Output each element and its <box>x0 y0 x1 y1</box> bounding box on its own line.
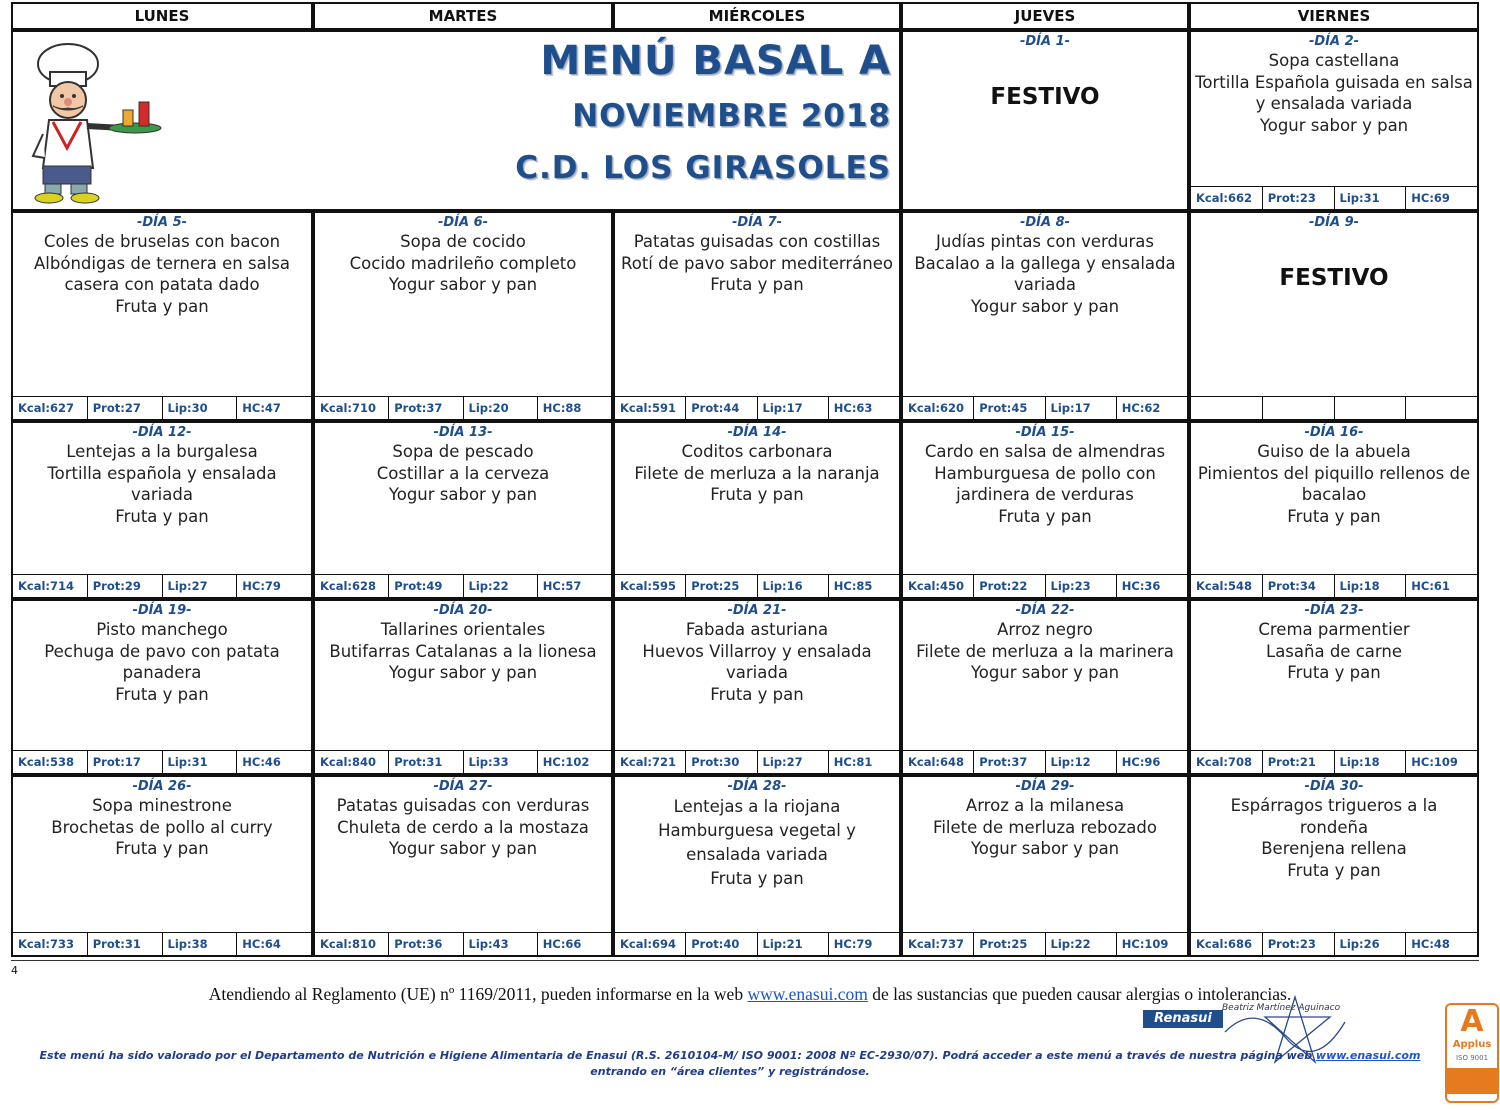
dish-second: Hamburguesa de pollo con jardinera de verduras <box>934 463 1156 504</box>
dish-second: Tortilla española y ensalada variada <box>47 463 277 504</box>
day-label: -DÍA 1- <box>1019 34 1071 49</box>
lip-value: Lip:12 <box>1046 751 1117 773</box>
hc-value: HC:46 <box>242 755 281 769</box>
dish-dessert: Yogur sabor y pan <box>1259 115 1409 135</box>
dish-first: Guiso de la abuela <box>1257 442 1411 461</box>
lip-value: Lip:17 <box>758 397 829 419</box>
dish-dessert: Yogur sabor y pan <box>388 663 538 682</box>
dish-second: Huevos Villarroy y ensalada variada <box>642 641 872 682</box>
dish-dessert: Fruta y pan <box>1287 506 1381 526</box>
nutrition-row <box>13 932 311 955</box>
lip-value: Lip:33 <box>464 751 538 773</box>
prot-value: Prot:30 <box>686 751 757 773</box>
day-cell-20 <box>313 599 613 775</box>
dish-second: Butifarras Catalanas a la lionesa <box>329 641 597 661</box>
dish-dessert: Fruta y pan <box>1287 663 1381 682</box>
prot-value: Prot:23 <box>1263 187 1335 209</box>
nutrition-row <box>1191 574 1477 597</box>
dish-second: Filete de merluza a la naranja <box>634 463 880 483</box>
hc-value: HC:79 <box>242 579 281 593</box>
day-cell-22 <box>901 599 1189 775</box>
dish-second: Hamburguesa vegetal y ensalada variada <box>658 821 856 864</box>
prot-value: Prot:29 <box>88 575 163 597</box>
hc-value: HC:63 <box>833 401 873 415</box>
lip-value: Lip:20 <box>464 397 538 419</box>
menu-month: NOVIEMBRE 2018 <box>572 98 891 134</box>
kcal-value: Kcal:733 <box>13 933 88 955</box>
dish-first: Pisto manchego <box>96 620 228 639</box>
day-cell-1 <box>901 30 1189 211</box>
day-cell-30 <box>1189 775 1479 957</box>
dish-first: Judías pintas con verduras <box>936 232 1154 251</box>
lip-value: Lip:16 <box>758 575 829 597</box>
signature-name: Beatriz Martínez Aguinaco <box>1222 1003 1341 1013</box>
nutrition-row <box>315 750 611 773</box>
page-number: 4 <box>11 964 18 977</box>
lip-value: Lip:17 <box>1046 397 1117 419</box>
dish-second: Filete de merluza a la marinera <box>916 641 1174 661</box>
day-label: -DÍA 12- <box>132 425 192 440</box>
festivo-label: FESTIVO <box>990 84 1100 110</box>
day-cell-16 <box>1189 421 1479 599</box>
kcal-value: Kcal:694 <box>615 933 686 955</box>
dish-second: Pechuga de pavo con patata panadera <box>44 641 280 682</box>
nutrition-row <box>13 396 311 419</box>
nutrition-row <box>1191 186 1477 209</box>
hc-value: HC:109 <box>1121 937 1169 951</box>
day-cell-29 <box>901 775 1189 957</box>
day-label: -DÍA 14- <box>727 425 787 440</box>
lip-value: Lip:31 <box>1335 187 1407 209</box>
lip-value: Lip:43 <box>464 933 538 955</box>
kcal-value: Kcal:627 <box>13 397 88 419</box>
nutrition-row <box>13 574 311 597</box>
lip-value: Lip:27 <box>163 575 238 597</box>
dish-first: Patatas guisadas con costillas <box>633 232 881 251</box>
dish-second: Albóndigas de ternera en salsa casera con patata dado <box>34 253 290 294</box>
day-cell-12 <box>11 421 313 599</box>
kcal-value: Kcal:648 <box>903 751 974 773</box>
nutrition-row-empty <box>1191 396 1477 419</box>
nutrition-row <box>315 932 611 955</box>
kcal-value: Kcal:737 <box>903 933 974 955</box>
kcal-value: Kcal:708 <box>1191 751 1263 773</box>
nutrition-row <box>615 574 899 597</box>
dish-second: Rotí de pavo sabor mediterráneo <box>621 253 893 273</box>
nutrition-row <box>903 750 1187 773</box>
prot-value: Prot:23 <box>1263 933 1335 955</box>
menu-center: C.D. LOS GIRASOLES <box>515 150 891 186</box>
lip-value: Lip:23 <box>1046 575 1117 597</box>
dish-second: Cocido madrileño completo <box>349 253 577 273</box>
day-label: -DÍA 9- <box>1308 215 1360 230</box>
divider <box>11 960 1479 961</box>
day-label: -DÍA 29- <box>1015 779 1075 794</box>
certification-badge <box>1445 1003 1499 1103</box>
lip-value: Lip:30 <box>163 397 238 419</box>
nutrition-row <box>903 396 1187 419</box>
nutrition-row <box>903 574 1187 597</box>
day-label: -DÍA 26- <box>132 779 192 794</box>
day-cell-9 <box>1189 211 1479 421</box>
day-label: -DÍA 30- <box>1304 779 1364 794</box>
prot-value: Prot:34 <box>1263 575 1335 597</box>
dish-first: Crema parmentier <box>1258 620 1410 639</box>
day-cell-8 <box>901 211 1189 421</box>
dish-first: Lentejas a la riojana <box>673 797 841 816</box>
dish-second: Berenjena rellena <box>1261 839 1407 858</box>
dish-first: Cardo en salsa de almendras <box>924 442 1166 461</box>
day-label: -DÍA 7- <box>731 215 783 230</box>
dish-dessert: Fruta y pan <box>710 485 804 504</box>
dish-dessert: Yogur sabor y pan <box>970 296 1120 316</box>
day-label: -DÍA 16- <box>1304 425 1364 440</box>
lip-value: Lip:21 <box>758 933 829 955</box>
kcal-value: Kcal:810 <box>315 933 389 955</box>
dish-second: Tortilla Española guisada en salsa y ensalada variada <box>1195 72 1473 113</box>
dish-dessert: Fruta y pan <box>115 506 209 526</box>
lip-value: Lip:27 <box>758 751 829 773</box>
kcal-value: Kcal:721 <box>615 751 686 773</box>
day-label: -DÍA 27- <box>433 779 493 794</box>
cert-applus-label: Applus <box>1452 1039 1492 1050</box>
enasui-logo: Renasui <box>1143 1010 1223 1028</box>
lip-value: Lip:31 <box>163 751 238 773</box>
chef-illustration <box>23 38 163 206</box>
day-cell-15 <box>901 421 1189 599</box>
dish-second: Chuleta de cerdo a la mostaza <box>337 817 589 837</box>
hc-value: HC:57 <box>542 579 582 593</box>
hc-value: HC:81 <box>833 755 873 769</box>
day-label: -DÍA 5- <box>136 215 188 230</box>
dish-dessert: Fruta y pan <box>710 275 804 294</box>
allergy-notice: Atendiendo al Reglamento (UE) nº 1169/2011, pueden informarse en la web www.enasui.com de las sustancias que pueden causar alergias o intolerancias. <box>208 984 1292 1004</box>
hc-value: HC:88 <box>542 401 582 415</box>
menu-title: MENÚ BASAL A <box>540 38 891 84</box>
dish-dessert: Yogur sabor y pan <box>970 663 1120 682</box>
prot-value: Prot:37 <box>974 751 1045 773</box>
nutrition-row <box>903 932 1187 955</box>
day-cell-27 <box>313 775 613 957</box>
kcal-value: Kcal:591 <box>615 397 686 419</box>
nutrition-row <box>315 396 611 419</box>
hc-value: HC:62 <box>1121 401 1161 415</box>
nutrition-row <box>1191 750 1477 773</box>
prot-value: Prot:31 <box>389 751 463 773</box>
day-cell-7 <box>613 211 901 421</box>
day-cell-19 <box>11 599 313 775</box>
day-label: -DÍA 8- <box>1019 215 1071 230</box>
nutrition-department-note: Este menú ha sido valorado por el Departamento de Nutrición e Higiene Alimentaria de Enasui (R.S. 2610104-M/ ISO 9001: 2008 Nº EC-2930/07). Podrá acceder a este menú a través de nuestra página web www.enasui.com entrando en “área clientes” y registrándose. <box>39 1049 1421 1078</box>
prot-value: Prot:25 <box>686 575 757 597</box>
day-cell-2 <box>1189 30 1479 211</box>
kcal-value: Kcal:710 <box>315 397 389 419</box>
day-label: -DÍA 22- <box>1015 603 1075 618</box>
nutrition-row <box>615 932 899 955</box>
dish-second: Lasaña de carne <box>1266 641 1402 661</box>
prot-value: Prot:31 <box>88 933 163 955</box>
dish-first: Coditos carbonara <box>681 442 833 461</box>
dish-dessert: Fruta y pan <box>1287 860 1381 880</box>
cert-stripe <box>1447 1068 1497 1094</box>
nutrition-row <box>315 574 611 597</box>
dish-second: Costillar a la cerveza <box>376 463 550 483</box>
enasui-link-2[interactable]: www.enasui.com <box>1315 1049 1421 1062</box>
dish-second: Pimientos del piquillo rellenos de bacalao <box>1197 463 1471 504</box>
lip-value: Lip:18 <box>1335 751 1407 773</box>
hc-value: HC:61 <box>1411 579 1450 593</box>
dish-first: Sopa castellana <box>1268 51 1400 70</box>
nutrition-row <box>13 750 311 773</box>
hc-value: HC:48 <box>1411 937 1450 951</box>
day-label: -DÍA 13- <box>433 425 493 440</box>
dish-second: Brochetas de pollo al curry <box>51 817 273 837</box>
kcal-value: Kcal:662 <box>1191 187 1263 209</box>
dish-first: Coles de bruselas con bacon <box>43 232 281 251</box>
day-cell-26 <box>11 775 313 957</box>
cert-a-icon: A <box>1460 1004 1484 1039</box>
day-cell-6 <box>313 211 613 421</box>
kcal-value: Kcal:620 <box>903 397 974 419</box>
kcal-value: Kcal:686 <box>1191 933 1263 955</box>
dish-dessert: Yogur sabor y pan <box>970 839 1120 858</box>
kcal-value: Kcal:450 <box>903 575 974 597</box>
dish-first: Patatas guisadas con verduras <box>336 796 590 815</box>
prot-value: Prot:25 <box>974 933 1045 955</box>
weekday-header-viernes: VIERNES <box>1189 2 1479 30</box>
kcal-value: Kcal:628 <box>315 575 389 597</box>
prot-value: Prot:49 <box>389 575 463 597</box>
day-cell-14 <box>613 421 901 599</box>
day-label: -DÍA 2- <box>1308 34 1360 49</box>
prot-value: Prot:45 <box>974 397 1045 419</box>
hc-value: HC:85 <box>833 579 873 593</box>
weekday-header-martes: MARTES <box>313 2 613 30</box>
lip-value: Lip:22 <box>1046 933 1117 955</box>
prot-value: Prot:17 <box>88 751 163 773</box>
dish-first: Sopa minestrone <box>92 796 232 815</box>
dish-dessert: Yogur sabor y pan <box>388 275 538 294</box>
festivo-label: FESTIVO <box>1279 265 1389 291</box>
hc-value: HC:64 <box>242 937 281 951</box>
lip-value: Lip:26 <box>1335 933 1407 955</box>
day-label: -DÍA 21- <box>727 603 787 618</box>
menu-calendar <box>11 2 1479 957</box>
hc-value: HC:47 <box>242 401 281 415</box>
dish-dessert: Fruta y pan <box>998 506 1092 526</box>
dish-first: Tallarines orientales <box>380 620 546 639</box>
prot-value: Prot:37 <box>389 397 463 419</box>
dish-first: Espárragos trigueros a la rondeña <box>1230 796 1438 837</box>
hc-value: HC:69 <box>1411 191 1450 205</box>
hc-value: HC:96 <box>1121 755 1161 769</box>
dish-first: Sopa de cocido <box>400 232 526 251</box>
prot-value: Prot:40 <box>686 933 757 955</box>
nutrition-row <box>1191 932 1477 955</box>
dish-first: Lentejas a la burgalesa <box>66 442 258 461</box>
kcal-value: Kcal:595 <box>615 575 686 597</box>
dish-first: Arroz a la milanesa <box>965 796 1125 815</box>
day-label: -DÍA 6- <box>437 215 489 230</box>
dish-dessert: Yogur sabor y pan <box>388 485 538 504</box>
day-cell-5 <box>11 211 313 421</box>
day-label: -DÍA 15- <box>1015 425 1075 440</box>
dish-dessert: Fruta y pan <box>710 684 804 704</box>
hc-value: HC:36 <box>1121 579 1161 593</box>
day-label: -DÍA 20- <box>433 603 493 618</box>
day-cell-23 <box>1189 599 1479 775</box>
kcal-value: Kcal:714 <box>13 575 88 597</box>
cert-iso-label: ISO 9001 <box>1455 1054 1489 1062</box>
kcal-value: Kcal:548 <box>1191 575 1263 597</box>
weekday-header-jueves: JUEVES <box>901 2 1189 30</box>
dish-dessert: Yogur sabor y pan <box>388 839 538 858</box>
hc-value: HC:66 <box>542 937 582 951</box>
nutrition-row <box>615 396 899 419</box>
hc-value: HC:102 <box>542 755 590 769</box>
weekday-header-miercoles: MIÉRCOLES <box>613 2 901 30</box>
kcal-value: Kcal:840 <box>315 751 389 773</box>
day-label: -DÍA 19- <box>132 603 192 618</box>
dish-dessert: Fruta y pan <box>115 296 209 316</box>
dish-dessert: Fruta y pan <box>115 684 209 704</box>
title-block <box>11 30 901 211</box>
day-label: -DÍA 28- <box>727 779 787 794</box>
hc-value: HC:79 <box>833 937 873 951</box>
nutrition-row <box>615 750 899 773</box>
prot-value: Prot:44 <box>686 397 757 419</box>
kcal-value: Kcal:538 <box>13 751 88 773</box>
prot-value: Prot:22 <box>974 575 1045 597</box>
day-cell-28 <box>613 775 901 957</box>
dish-dessert: Fruta y pan <box>115 839 209 858</box>
hc-value: HC:109 <box>1411 755 1458 769</box>
day-cell-21 <box>613 599 901 775</box>
day-label: -DÍA 23- <box>1304 603 1364 618</box>
dish-first: Arroz negro <box>997 620 1093 639</box>
lip-value: Lip:18 <box>1335 575 1407 597</box>
lip-value: Lip:38 <box>163 933 238 955</box>
dish-first: Sopa de pescado <box>392 442 534 461</box>
day-cell-13 <box>313 421 613 599</box>
prot-value: Prot:27 <box>88 397 163 419</box>
enasui-link[interactable]: www.enasui.com <box>747 984 868 1004</box>
dish-second: Bacalao a la gallega y ensalada variada <box>914 253 1176 294</box>
dish-dessert: Fruta y pan <box>710 869 804 888</box>
dish-second: Filete de merluza rebozado <box>933 817 1157 837</box>
dish-first: Fabada asturiana <box>685 620 829 639</box>
weekday-header-lunes: LUNES <box>11 2 313 30</box>
lip-value: Lip:22 <box>464 575 538 597</box>
prot-value: Prot:36 <box>389 933 463 955</box>
prot-value: Prot:21 <box>1263 751 1335 773</box>
